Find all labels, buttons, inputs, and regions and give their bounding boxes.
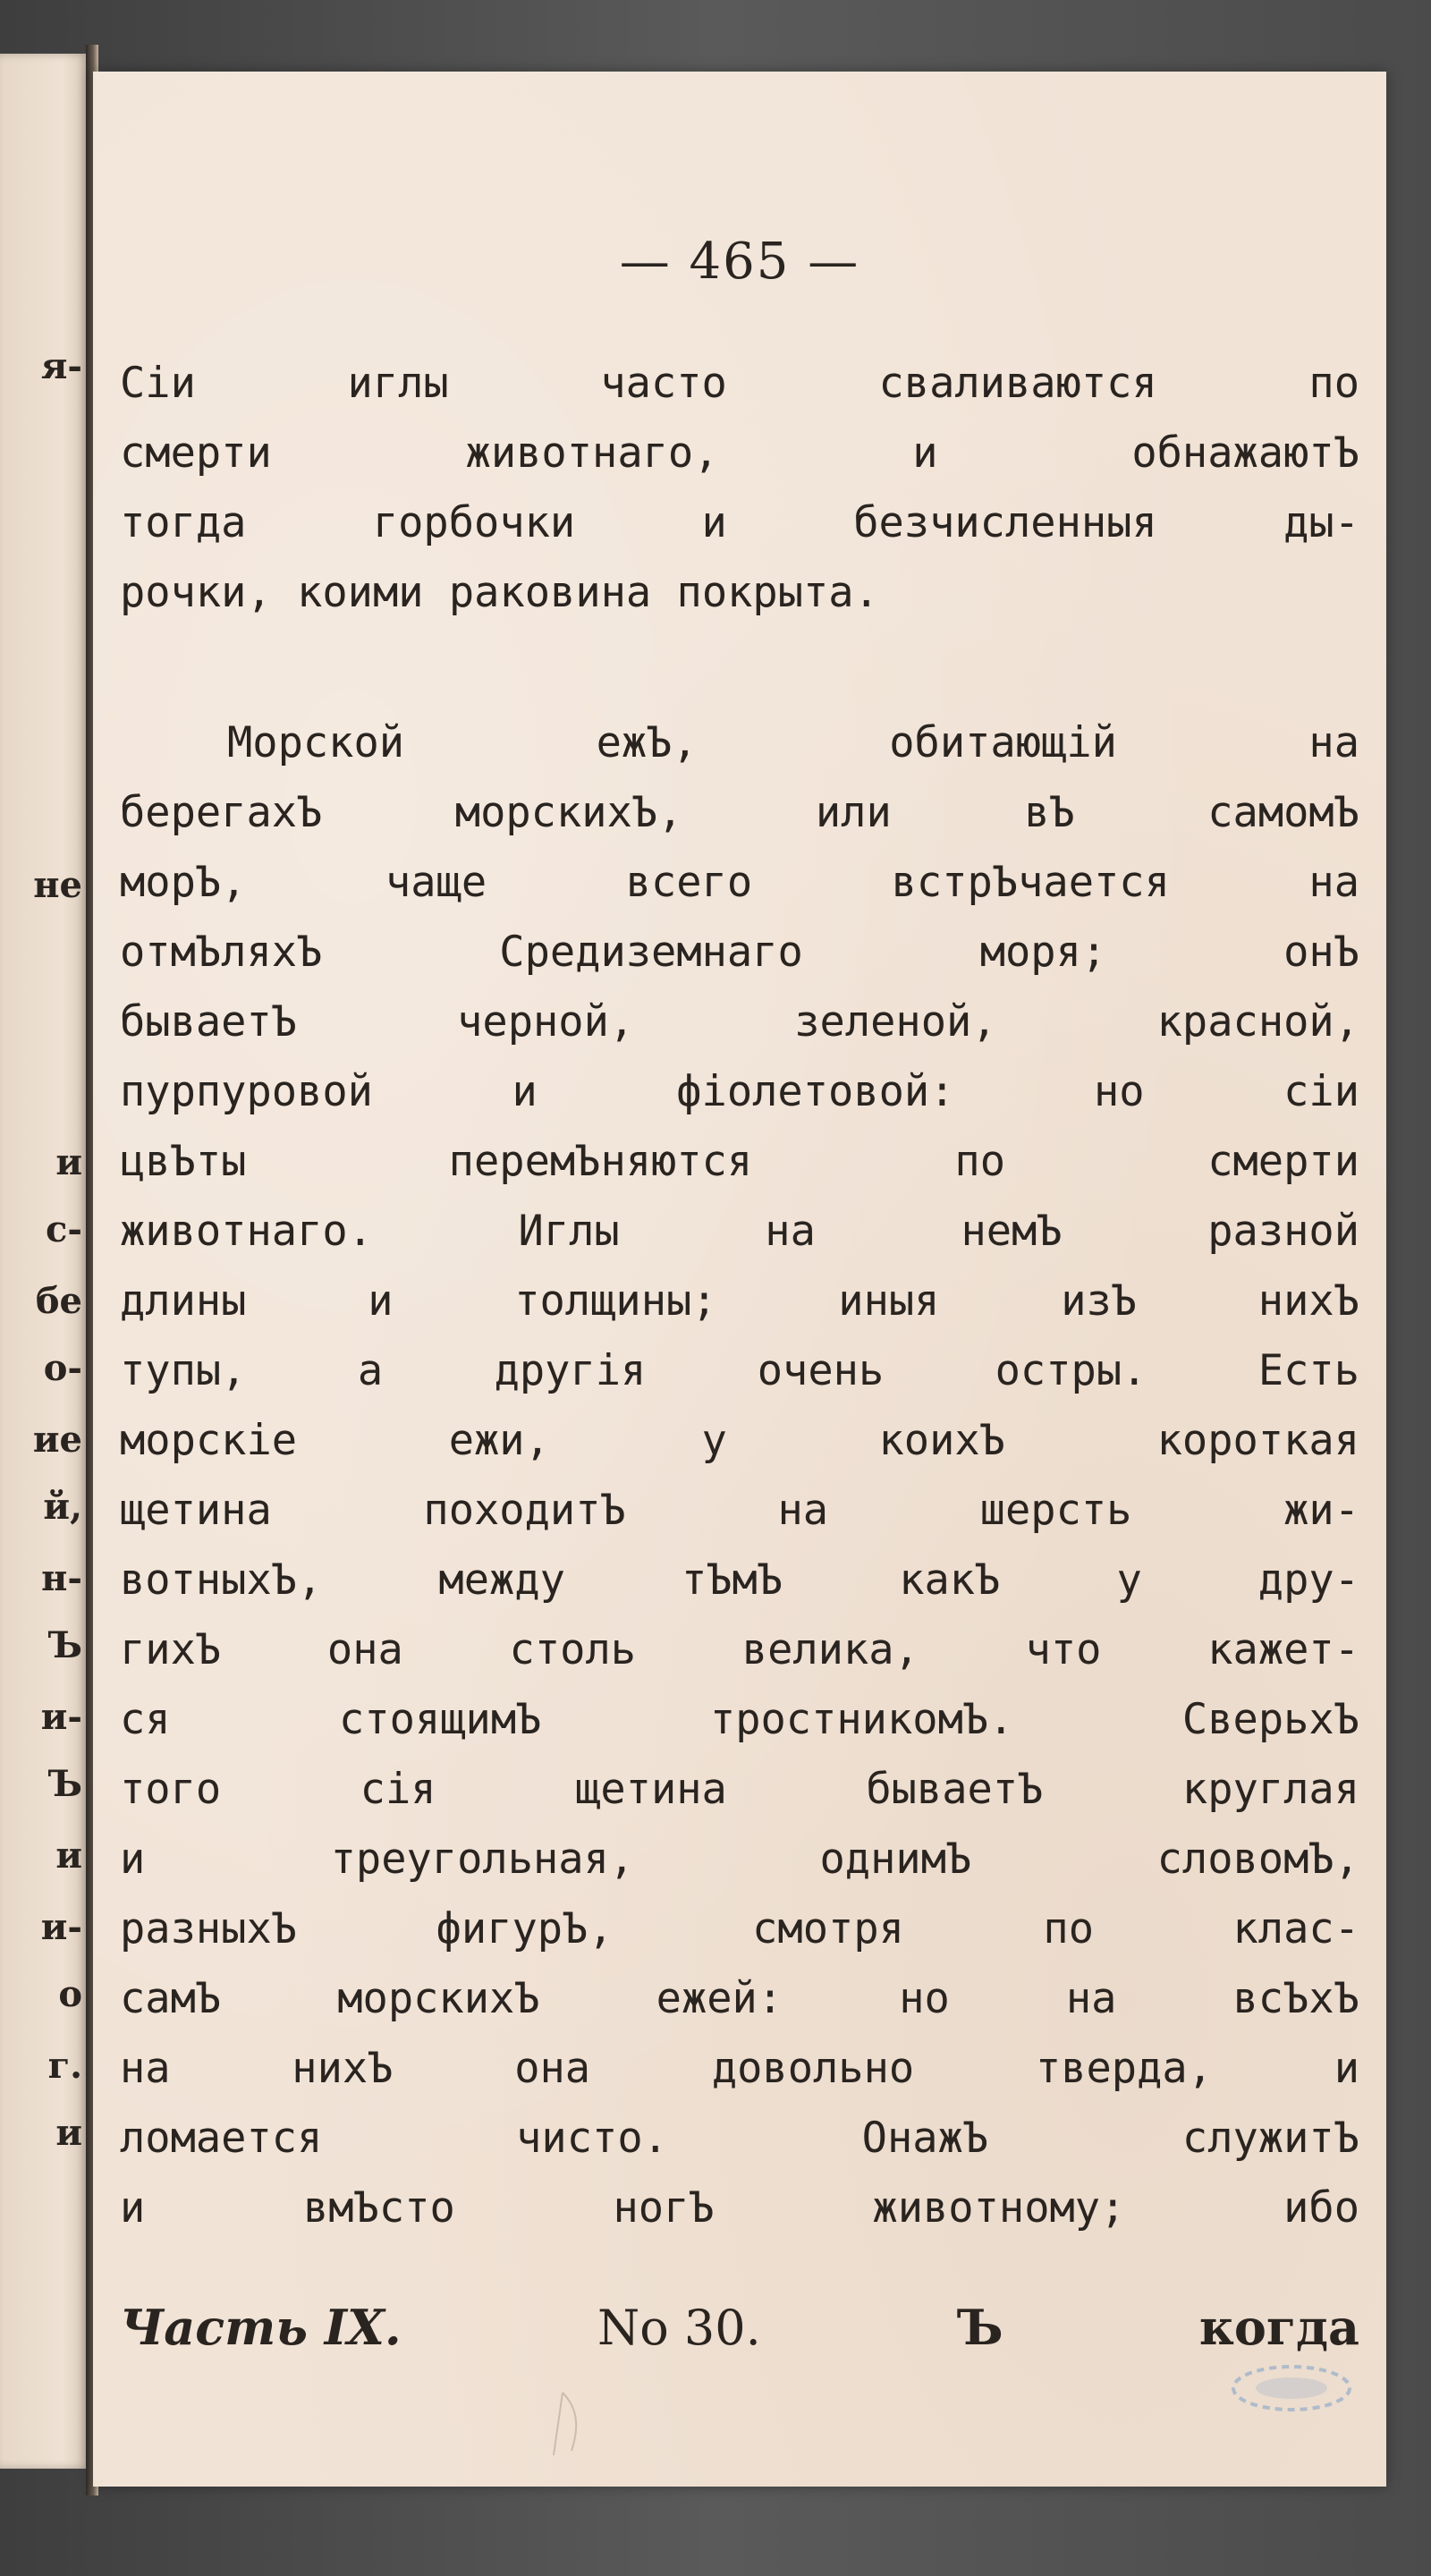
text-line: цвЪты перемЪняются по смерти: [120, 1137, 1359, 1186]
left-page-fragment: и: [55, 1835, 82, 1877]
left-page-fragment: Ъ: [47, 1624, 82, 1666]
text-line: ся стоящимЪ тростникомЪ. СверьхЪ: [120, 1695, 1359, 1744]
text-line: тупы, а другія очень остры. Есть: [120, 1346, 1359, 1395]
left-page-fragment: ие: [32, 1419, 82, 1461]
left-page-fragment: и-: [40, 1696, 82, 1738]
left-page-fragment: й,: [43, 1486, 82, 1528]
text-line: и вмЪсто ногЪ животному; ибо: [120, 2183, 1359, 2233]
left-page-fragment: о-: [43, 1347, 82, 1389]
left-page-fragment: о: [58, 1973, 82, 2015]
text-line: разныхЪ фигурЪ, смотря по клас-: [120, 1904, 1359, 1953]
text-line: гихЪ она столь велика, что кажет-: [120, 1625, 1359, 1674]
left-page-fragment: бе: [35, 1280, 82, 1322]
text-line: смерти животнаго, и обнажаютЪ: [120, 428, 1359, 478]
left-page-fragment: Ъ: [47, 1763, 82, 1805]
text-line: того сія щетина бываетЪ круглая: [120, 1765, 1359, 1814]
text-line: пурпуровой и фіолетовой: но сіи: [120, 1067, 1359, 1116]
text-line: щетина походитЪ на шерсть жи-: [120, 1486, 1359, 1535]
pencil-scribble: [545, 2388, 598, 2460]
text-line: животнаго. Иглы на немЪ разной: [120, 1207, 1359, 1256]
text-line: морскіе ежи, у коихЪ короткая: [120, 1416, 1359, 1465]
left-page-fragment: с-: [46, 1208, 82, 1250]
paragraph-gap: [120, 628, 1359, 708]
page-footer: [120, 2299, 1359, 2356]
signature-mark: Часть IX.: [120, 2299, 402, 2356]
faded-stamp: [1224, 2357, 1359, 2419]
left-page-fragment: г.: [47, 2045, 82, 2087]
text-line: и треугольная, однимЪ словомЪ,: [120, 1835, 1359, 1884]
text-line: самЪ морскихЪ ежей: но на всЪхЪ: [120, 1974, 1359, 2023]
text-line: вотныхЪ, между тЪмЪ какЪ у дру-: [120, 1555, 1359, 1605]
text-line: тогда горбочки и безчисленныя ды-: [120, 498, 1359, 547]
text-line: бываетЪ черной, зеленой, красной,: [120, 997, 1359, 1046]
text-line: берегахЪ морскихЪ, или вЪ самомЪ: [120, 788, 1359, 837]
left-page-fragment: я-: [40, 345, 82, 387]
text-line: длины и толщины; иныя изЪ нихЪ: [120, 1276, 1359, 1326]
text-line: отмЪляхЪ Средиземнаго моря; онЪ: [120, 928, 1359, 977]
text-line: рочки, коими раковина покрыта.: [120, 568, 879, 617]
left-page-fragment: и: [55, 1141, 82, 1183]
catchword: когда: [1198, 2299, 1359, 2356]
text-line: Сіи иглы часто сваливаются по: [120, 359, 1359, 408]
left-page-edge: [0, 54, 89, 2469]
text-line: Морской ежЪ, обитающій на: [227, 718, 1359, 767]
book-page: [93, 72, 1386, 2487]
text-line: ломается чисто. ОнажЪ служитЪ: [120, 2114, 1359, 2163]
page-body-text: [120, 349, 1359, 2243]
page-header: — 465 —: [619, 233, 860, 291]
left-page-fragment: н-: [41, 1557, 82, 1599]
text-line: морЪ, чаще всего встрЪчается на: [120, 858, 1359, 907]
issue-number: No 30.: [597, 2300, 761, 2356]
left-page-fragment: не: [33, 864, 82, 906]
footer-mark: Ъ: [956, 2299, 1003, 2356]
text-line: на нихЪ она довольно тверда, и: [120, 2044, 1359, 2093]
left-page-fragment: и: [55, 2112, 82, 2154]
left-page-fragment: и-: [40, 1906, 82, 1948]
